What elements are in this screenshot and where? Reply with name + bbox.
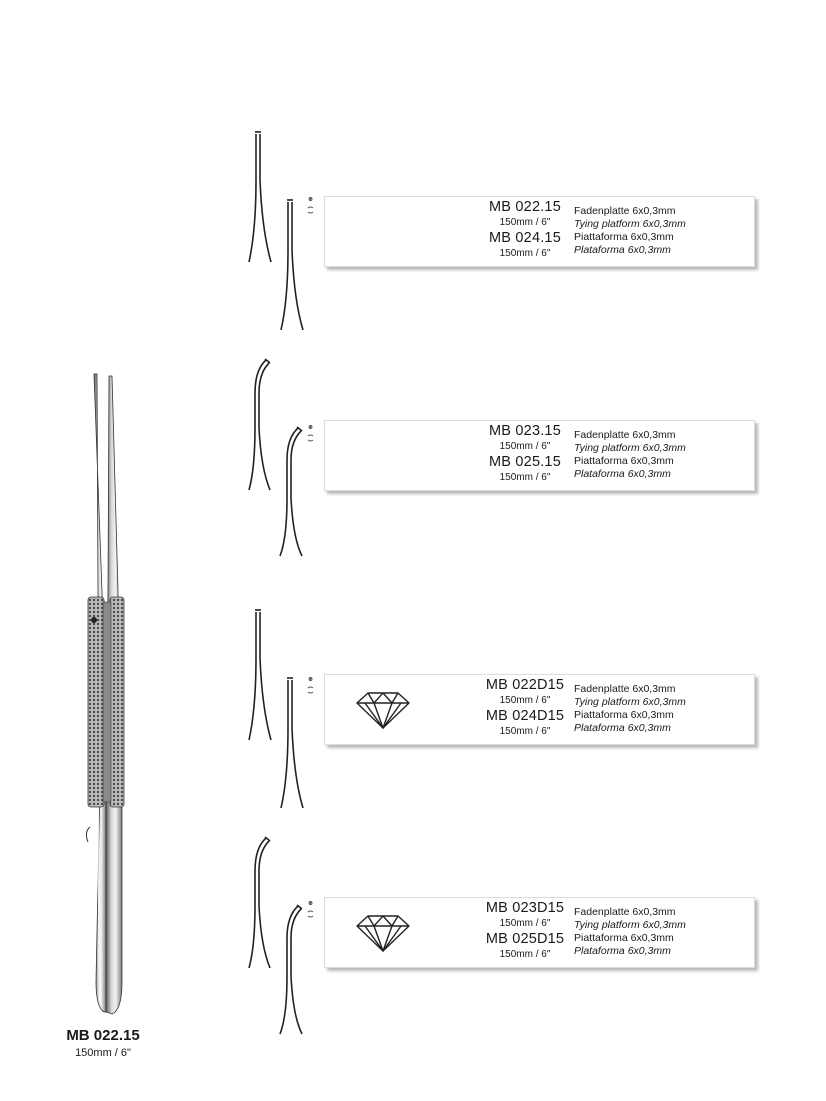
description-en: Tying platform 6x0,3mm bbox=[574, 442, 686, 454]
description-it: Piattaforma 6x0,3mm bbox=[574, 709, 674, 721]
product-size: 150mm / 6" bbox=[499, 949, 551, 960]
description-es: Plataforma 6x0,3mm bbox=[574, 722, 671, 734]
main-product-code: MB 022.15 bbox=[66, 1027, 140, 1044]
product-code: MB 023D15 bbox=[485, 900, 565, 916]
product-size: 150mm / 6" bbox=[499, 726, 551, 737]
curved-tip-sketch bbox=[238, 348, 328, 578]
straight-tip-sketch bbox=[238, 120, 328, 350]
product-description bbox=[574, 205, 686, 257]
product-label-row-3 bbox=[324, 674, 755, 745]
product-size: 150mm / 6" bbox=[499, 441, 551, 452]
product-code: MB 022.15 bbox=[489, 199, 561, 215]
product-description bbox=[574, 683, 686, 735]
description-de: Fadenplatte 6x0,3mm bbox=[574, 683, 676, 695]
product-label-row-2 bbox=[324, 420, 755, 491]
jaw-detail-icon bbox=[306, 676, 315, 696]
product-size: 150mm / 6" bbox=[499, 472, 551, 483]
product-code: MB 023.15 bbox=[489, 423, 561, 439]
description-it: Piattaforma 6x0,3mm bbox=[574, 932, 674, 944]
description-en: Tying platform 6x0,3mm bbox=[574, 696, 686, 708]
description-it: Piattaforma 6x0,3mm bbox=[574, 455, 674, 467]
description-en: Tying platform 6x0,3mm bbox=[574, 218, 686, 230]
product-size: 150mm / 6" bbox=[499, 248, 551, 259]
description-it: Piattaforma 6x0,3mm bbox=[574, 231, 674, 243]
product-code: MB 024D15 bbox=[485, 708, 565, 724]
curved-tip-sketch bbox=[238, 826, 328, 1056]
product-label-row-1 bbox=[324, 196, 755, 267]
diamond-icon bbox=[355, 913, 411, 953]
product-label-row-4 bbox=[324, 897, 755, 968]
product-description bbox=[574, 906, 686, 958]
description-es: Plataforma 6x0,3mm bbox=[574, 945, 671, 957]
diamond-icon bbox=[355, 690, 411, 730]
jaw-detail-icon bbox=[306, 196, 315, 216]
product-code: MB 024.15 bbox=[489, 230, 561, 246]
description-es: Plataforma 6x0,3mm bbox=[574, 244, 671, 256]
main-product-size: 150mm / 6" bbox=[75, 1047, 131, 1059]
description-es: Plataforma 6x0,3mm bbox=[574, 468, 671, 480]
forceps-illustration bbox=[60, 362, 150, 1022]
jaw-detail-icon bbox=[306, 424, 315, 444]
description-de: Fadenplatte 6x0,3mm bbox=[574, 906, 676, 918]
product-size: 150mm / 6" bbox=[499, 918, 551, 929]
product-code: MB 022D15 bbox=[485, 677, 565, 693]
jaw-detail-icon bbox=[306, 900, 315, 920]
product-description bbox=[574, 429, 686, 481]
description-en: Tying platform 6x0,3mm bbox=[574, 919, 686, 931]
product-code: MB 025D15 bbox=[485, 931, 565, 947]
straight-tip-sketch bbox=[238, 598, 328, 828]
product-size: 150mm / 6" bbox=[499, 695, 551, 706]
product-size: 150mm / 6" bbox=[499, 217, 551, 228]
description-de: Fadenplatte 6x0,3mm bbox=[574, 205, 676, 217]
description-de: Fadenplatte 6x0,3mm bbox=[574, 429, 676, 441]
product-code: MB 025.15 bbox=[489, 454, 561, 470]
